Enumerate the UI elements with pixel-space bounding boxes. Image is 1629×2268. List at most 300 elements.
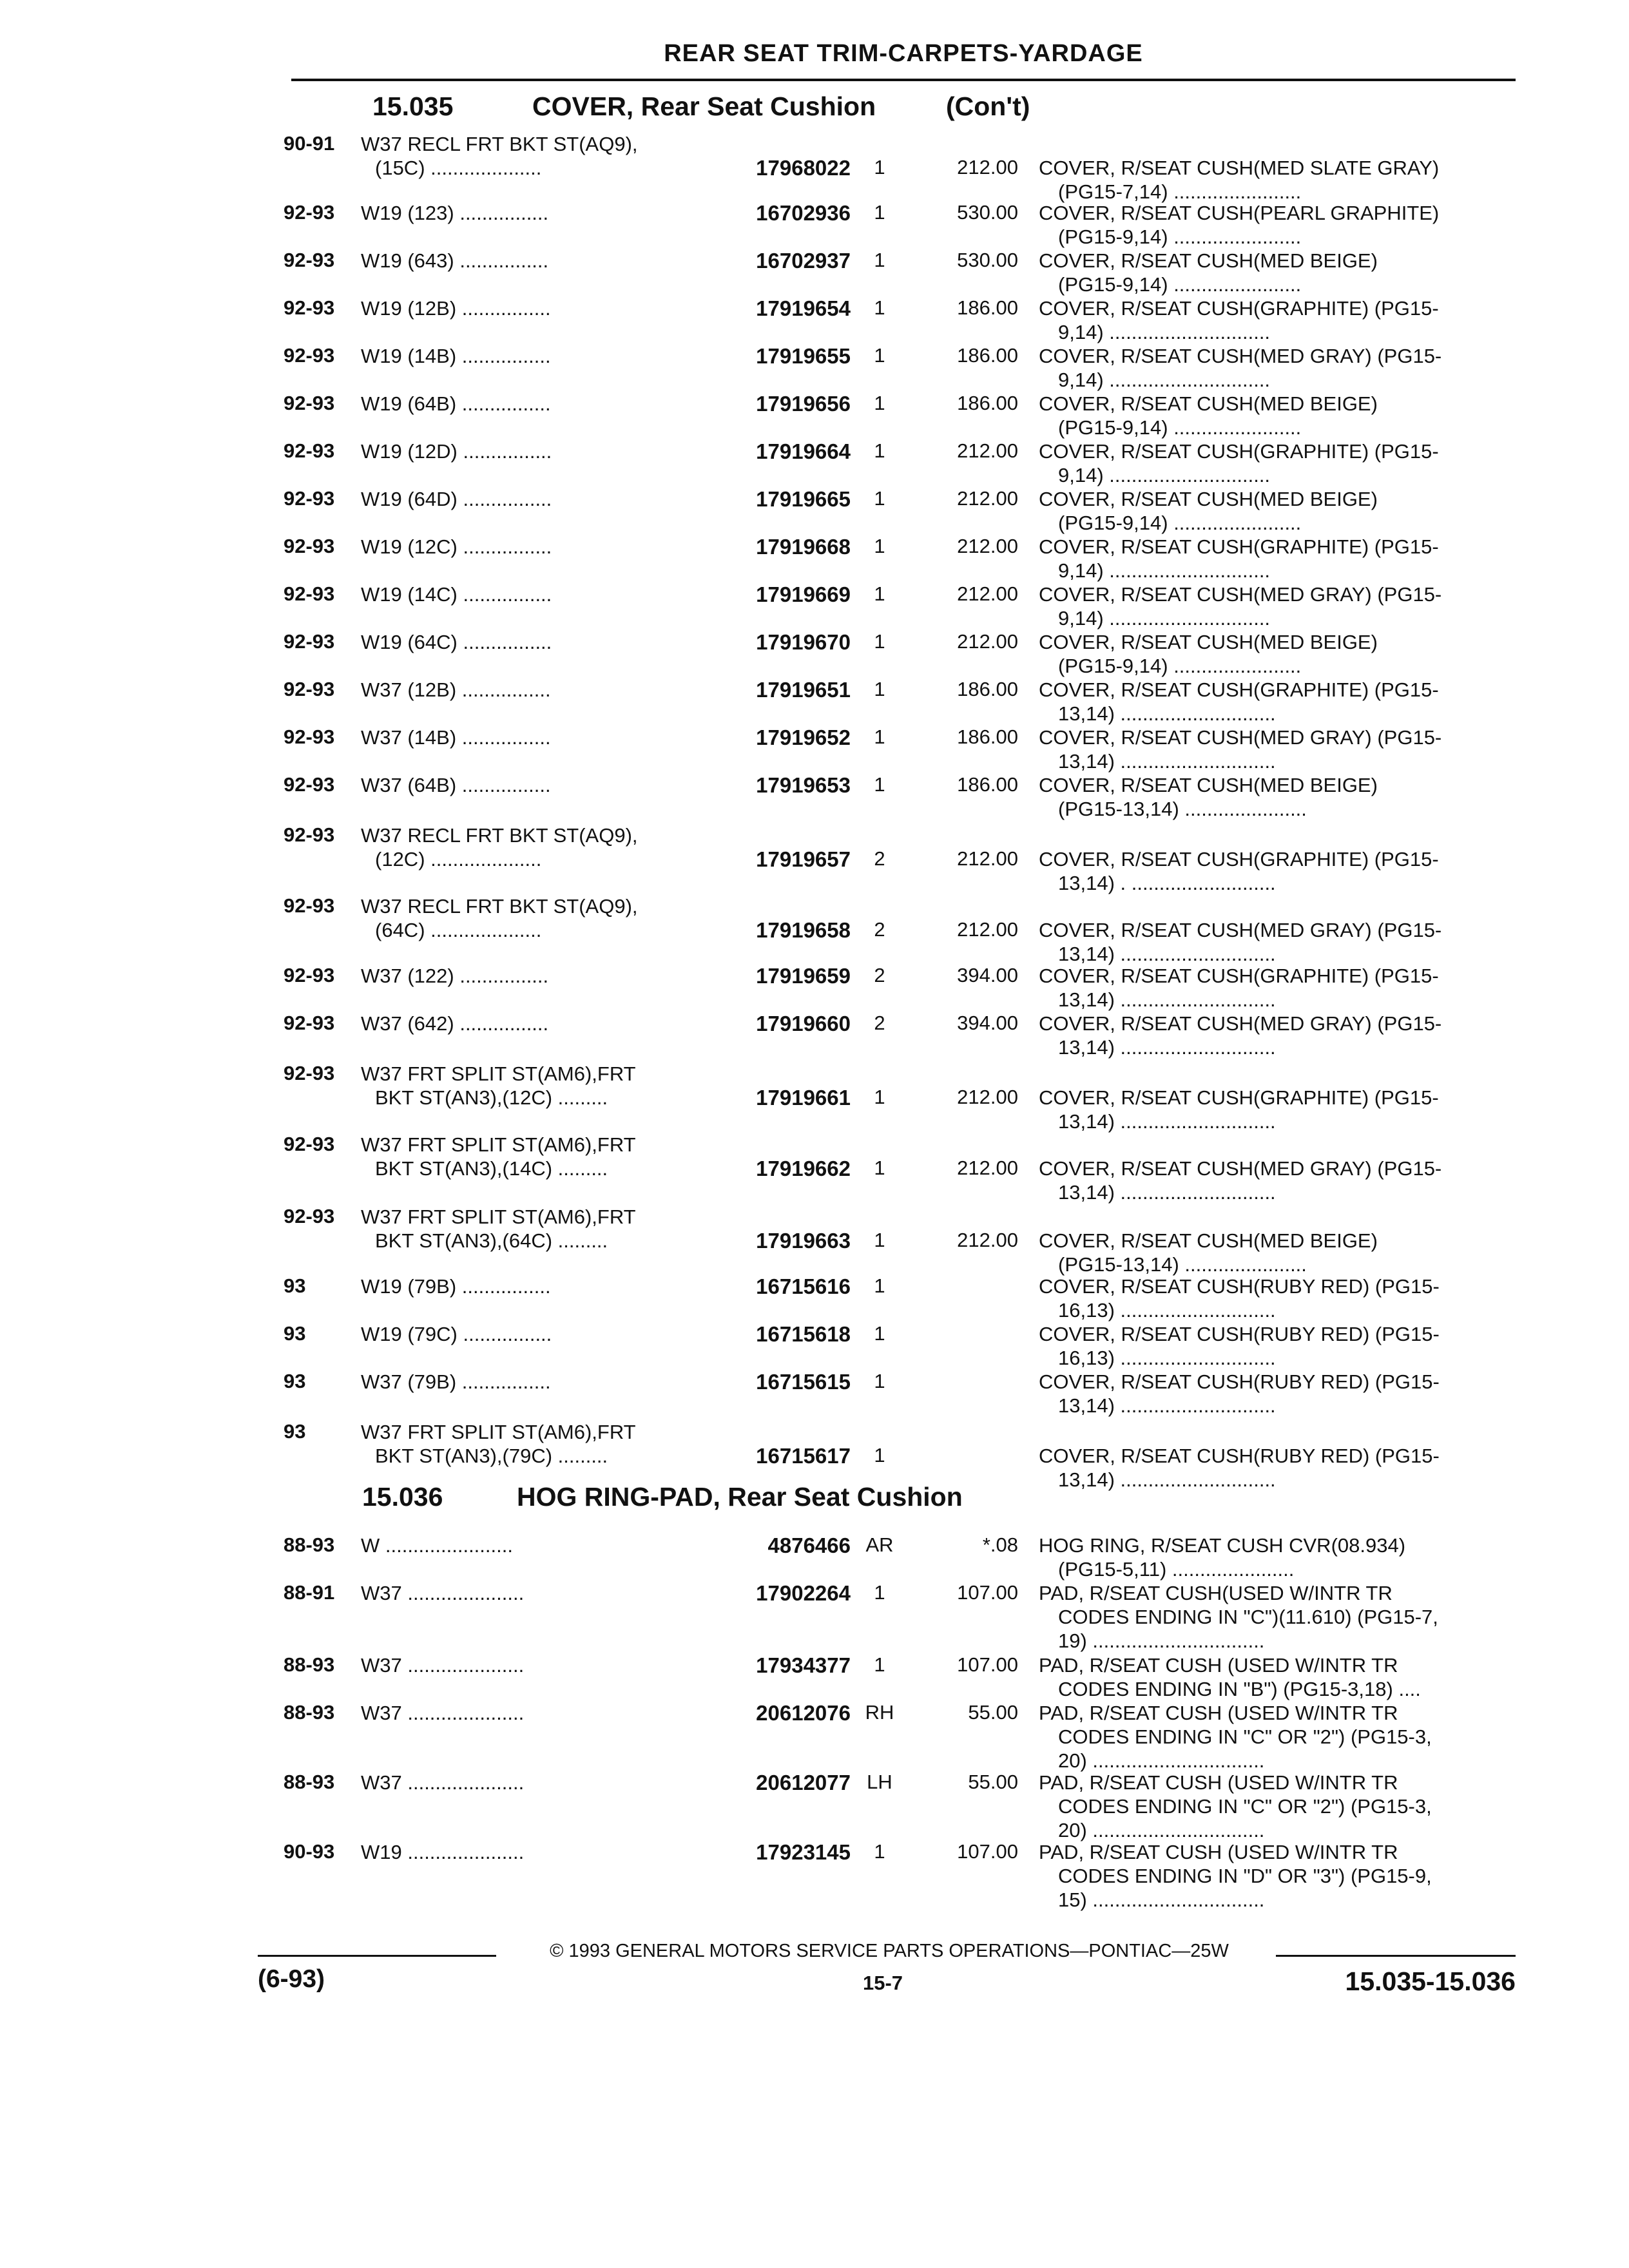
- part-number: 17919668: [756, 535, 851, 559]
- part-name-line-1: COVER, R/SEAT CUSH(RUBY RED) (PG15-: [1039, 1275, 1440, 1298]
- part-name: [1039, 1581, 1516, 1653]
- part-name-line-2: (PG15-9,14) .......................: [1058, 273, 1302, 296]
- price: 55.00: [968, 1701, 1018, 1724]
- description-line-1: W19 (14C) ................: [361, 583, 552, 606]
- section-number: 15.036: [362, 1482, 443, 1512]
- part-name-line-2: 9,14) .............................: [1058, 321, 1271, 343]
- part-number: 16702937: [756, 249, 851, 273]
- application-description: [361, 1322, 722, 1346]
- model-year: 92-93: [284, 1062, 335, 1084]
- model-year: 88-91: [284, 1581, 335, 1604]
- part-name-line-1: COVER, R/SEAT CUSH(PEARL GRAPHITE): [1039, 202, 1440, 224]
- part-name: [1039, 1322, 1516, 1370]
- section-heading-15-036: [362, 1482, 1071, 1518]
- model-year: 88-93: [284, 1701, 335, 1724]
- model-year: 92-93: [284, 487, 335, 510]
- part-name-line-1: COVER, R/SEAT CUSH(MED GRAY) (PG15-: [1039, 1157, 1442, 1180]
- part-name-line-1: COVER, R/SEAT CUSH(RUBY RED) (PG15-: [1039, 1323, 1440, 1345]
- section-title: HOG RING-PAD, Rear Seat Cushion: [517, 1482, 963, 1512]
- description-line-1: W37 FRT SPLIT ST(AM6),FRT: [361, 1133, 636, 1156]
- description-line-1: W37 (12B) ................: [361, 678, 551, 701]
- description-line-2: BKT ST(AN3),(64C) .........: [375, 1229, 608, 1252]
- part-number: 17919658: [756, 918, 851, 942]
- quantity: 1: [874, 439, 885, 462]
- description-line-2: BKT ST(AN3),(12C) .........: [375, 1086, 608, 1109]
- part-name-line-2: (PG15-7,14) .......................: [1058, 180, 1302, 203]
- description-line-1: W37 .....................: [361, 1702, 525, 1724]
- description-line-1: W19 .....................: [361, 1841, 525, 1863]
- price: 186.00: [957, 726, 1018, 748]
- part-name-line-1: COVER, R/SEAT CUSH(MED GRAY) (PG15-: [1039, 345, 1442, 367]
- model-year: 90-91: [284, 132, 335, 155]
- part-name: [1039, 201, 1516, 249]
- part-name-line-2: 16,13) ............................: [1058, 1347, 1276, 1369]
- part-name-line-1: COVER, R/SEAT CUSH(MED GRAY) (PG15-: [1039, 919, 1442, 941]
- model-year: 92-93: [284, 1205, 335, 1227]
- part-number: 17919663: [756, 1229, 851, 1253]
- quantity: 1: [874, 773, 885, 796]
- quantity: 1: [874, 249, 885, 271]
- part-name-line-1: COVER, R/SEAT CUSH(MED BEIGE): [1039, 488, 1378, 510]
- footer-section-range: 15.035-15.036: [1345, 1966, 1516, 1996]
- model-year: 92-93: [284, 894, 335, 917]
- application-description: [361, 773, 722, 797]
- part-name: [1039, 1653, 1516, 1701]
- part-name: [1039, 964, 1516, 1012]
- part-name-line-2: 13,14) ............................: [1058, 1394, 1276, 1417]
- application-description: [361, 1420, 722, 1468]
- description-line-1: W19 (12D) ................: [361, 440, 552, 463]
- part-number: 17919653: [756, 773, 851, 797]
- description-line-1: W19 (12B) ................: [361, 297, 551, 320]
- part-name-line-2: (PG15-13,14) ......................: [1058, 1253, 1307, 1276]
- quantity: 1: [874, 1444, 885, 1466]
- part-name: [1039, 726, 1516, 773]
- model-year: 92-93: [284, 678, 335, 700]
- part-number: 17919664: [756, 439, 851, 463]
- part-name-line-2: 13,14) ............................: [1058, 988, 1276, 1011]
- application-description: [361, 439, 722, 463]
- price: 212.00: [957, 1229, 1018, 1251]
- quantity: 1: [874, 392, 885, 414]
- part-name-line-1: PAD, R/SEAT CUSH (USED W/INTR TR: [1039, 1771, 1398, 1794]
- part-name: [1039, 392, 1516, 439]
- description-line-1: W19 (14B) ................: [361, 345, 551, 367]
- part-name-line-2: 16,13) ............................: [1058, 1299, 1276, 1321]
- quantity: 1: [874, 1322, 885, 1345]
- part-name-line-2: 13,14) ............................: [1058, 1468, 1276, 1491]
- part-name-line-2: 9,14) .............................: [1058, 607, 1271, 629]
- part-name-line-2: (PG15-5,11) ......................: [1058, 1558, 1295, 1581]
- description-line-1: W37 FRT SPLIT ST(AM6),FRT: [361, 1421, 636, 1443]
- part-name-line-1: COVER, R/SEAT CUSH(GRAPHITE) (PG15-: [1039, 535, 1439, 558]
- application-description: [361, 1274, 722, 1298]
- model-year: 92-93: [284, 392, 335, 414]
- part-name: [1039, 1012, 1516, 1059]
- part-name-line-3: 20) ...............................: [1058, 1819, 1265, 1841]
- application-description: [361, 1133, 722, 1180]
- application-description: [361, 132, 722, 180]
- application-description: [361, 392, 722, 416]
- description-line-1: W37 FRT SPLIT ST(AM6),FRT: [361, 1062, 636, 1085]
- quantity: 1: [874, 630, 885, 653]
- description-line-1: W37 FRT SPLIT ST(AM6),FRT: [361, 1206, 636, 1228]
- part-name-line-3: 15) ...............................: [1058, 1888, 1265, 1911]
- part-name-line-2: 13,14) ............................: [1058, 750, 1276, 773]
- description-line-1: W19 (64C) ................: [361, 631, 552, 653]
- description-line-2: (12C) ....................: [375, 848, 542, 870]
- price: 212.00: [957, 439, 1018, 462]
- part-number: 17919651: [756, 678, 851, 702]
- part-number: 17919661: [756, 1086, 851, 1110]
- model-year: 92-93: [284, 535, 335, 557]
- part-name-line-3: 19) ...............................: [1058, 1629, 1265, 1652]
- section-number: 15.035: [372, 91, 454, 121]
- part-name: [1039, 773, 1516, 821]
- price: 107.00: [957, 1653, 1018, 1676]
- price: 212.00: [957, 1157, 1018, 1179]
- header-rule: [291, 79, 1516, 81]
- part-name-line-1: HOG RING, R/SEAT CUSH CVR(08.934): [1039, 1534, 1406, 1557]
- application-description: [361, 1701, 722, 1725]
- description-line-2: BKT ST(AN3),(79C) .........: [375, 1445, 608, 1467]
- part-number: 17919652: [756, 726, 851, 749]
- price: 186.00: [957, 296, 1018, 319]
- description-line-1: W19 (79C) ................: [361, 1323, 552, 1345]
- description-line-1: W37 .....................: [361, 1771, 525, 1794]
- part-name-line-1: COVER, R/SEAT CUSH(GRAPHITE) (PG15-: [1039, 678, 1439, 701]
- application-description: [361, 823, 722, 871]
- part-number: 16715615: [756, 1370, 851, 1394]
- price: 212.00: [957, 582, 1018, 605]
- part-name-line-2: 13,14) ............................: [1058, 702, 1276, 725]
- part-number: 16702936: [756, 201, 851, 225]
- application-description: [361, 1533, 722, 1557]
- description-line-2: (15C) ....................: [375, 157, 542, 179]
- model-year: 92-93: [284, 726, 335, 748]
- quantity: 2: [874, 918, 885, 941]
- application-description: [361, 678, 722, 702]
- part-name-line-2: 13,14) ............................: [1058, 1110, 1276, 1133]
- page-title: REAR SEAT TRIM-CARPETS-YARDAGE: [664, 40, 1143, 67]
- part-number: 17919665: [756, 487, 851, 511]
- quantity: 1: [874, 201, 885, 224]
- model-year: 92-93: [284, 439, 335, 462]
- part-name-line-1: PAD, R/SEAT CUSH (USED W/INTR TR: [1039, 1654, 1398, 1677]
- price: 186.00: [957, 344, 1018, 367]
- description-line-1: W37 RECL FRT BKT ST(AQ9),: [361, 824, 638, 847]
- quantity: 1: [874, 1274, 885, 1297]
- application-description: [361, 296, 722, 320]
- part-name-line-2: CODES ENDING IN "D" OR "3") (PG15-9,: [1058, 1865, 1432, 1887]
- quantity: 1: [874, 1840, 885, 1863]
- section-title: COVER, Rear Seat Cushion: [532, 91, 876, 121]
- model-year: 92-93: [284, 249, 335, 271]
- price: 107.00: [957, 1840, 1018, 1863]
- model-year: 90-93: [284, 1840, 335, 1863]
- model-year: 92-93: [284, 1133, 335, 1155]
- application-description: [361, 1653, 722, 1677]
- quantity: 2: [874, 1012, 885, 1034]
- application-description: [361, 535, 722, 559]
- part-name-line-2: (PG15-13,14) ......................: [1058, 798, 1307, 820]
- description-line-1: W37 (14B) ................: [361, 726, 551, 749]
- part-name-line-1: COVER, R/SEAT CUSH(RUBY RED) (PG15-: [1039, 1370, 1440, 1393]
- quantity: 1: [874, 582, 885, 605]
- application-description: [361, 582, 722, 606]
- part-number: 4876466: [767, 1533, 851, 1557]
- quantity: 1: [874, 678, 885, 700]
- description-line-1: W37 (122) ................: [361, 965, 549, 987]
- application-description: [361, 249, 722, 273]
- model-year: 92-93: [284, 296, 335, 319]
- part-name-line-1: COVER, R/SEAT CUSH(MED BEIGE): [1039, 1229, 1378, 1252]
- description-line-1: W37 .....................: [361, 1582, 525, 1604]
- quantity: 1: [874, 1653, 885, 1676]
- part-number: 17919670: [756, 630, 851, 654]
- application-description: [361, 201, 722, 225]
- part-name-line-2: 13,14) . ..........................: [1058, 872, 1276, 894]
- part-number: 17902264: [756, 1581, 851, 1605]
- quantity: 1: [874, 1581, 885, 1604]
- price: 212.00: [957, 156, 1018, 178]
- part-number: 17919654: [756, 296, 851, 320]
- price: *.08: [982, 1533, 1018, 1556]
- description-line-1: W19 (79B) ................: [361, 1275, 551, 1298]
- application-description: [361, 894, 722, 942]
- part-name: [1039, 1274, 1516, 1322]
- price: 394.00: [957, 1012, 1018, 1034]
- quantity: 1: [874, 344, 885, 367]
- part-number: 20612077: [756, 1771, 851, 1794]
- model-year: 93: [284, 1274, 306, 1297]
- part-name-line-1: PAD, R/SEAT CUSH(USED W/INTR TR: [1039, 1582, 1393, 1604]
- price: 530.00: [957, 249, 1018, 271]
- part-name-line-2: CODES ENDING IN "C")(11.610) (PG15-7,: [1058, 1606, 1438, 1628]
- quantity: 1: [874, 1229, 885, 1251]
- part-name-line-1: PAD, R/SEAT CUSH (USED W/INTR TR: [1039, 1702, 1398, 1724]
- application-description: [361, 1205, 722, 1253]
- quantity: 1: [874, 1370, 885, 1392]
- model-year: 92-93: [284, 344, 335, 367]
- part-number: 16715618: [756, 1322, 851, 1346]
- model-year: 93: [284, 1322, 306, 1345]
- model-year: 92-93: [284, 201, 335, 224]
- description-line-1: W19 (12C) ................: [361, 535, 552, 558]
- part-name-line-2: CODES ENDING IN "C" OR "2") (PG15-3,: [1058, 1795, 1432, 1818]
- part-name-line-1: COVER, R/SEAT CUSH(RUBY RED) (PG15-: [1039, 1445, 1440, 1467]
- part-name: [1039, 1229, 1516, 1276]
- quantity: 1: [874, 1157, 885, 1179]
- part-name: [1039, 296, 1516, 344]
- footer-date: (6-93): [258, 1965, 325, 1993]
- footer-rule-right: [1276, 1955, 1516, 1957]
- description-line-1: W37 RECL FRT BKT ST(AQ9),: [361, 133, 638, 155]
- part-number: 17919655: [756, 344, 851, 368]
- part-name-line-1: COVER, R/SEAT CUSH(MED BEIGE): [1039, 631, 1378, 653]
- quantity: LH: [867, 1771, 892, 1793]
- part-name: [1039, 1370, 1516, 1418]
- part-name: [1039, 487, 1516, 535]
- part-name: [1039, 1840, 1516, 1912]
- price: 212.00: [957, 918, 1018, 941]
- part-number: 17919659: [756, 964, 851, 988]
- part-number: 17919656: [756, 392, 851, 416]
- price: 212.00: [957, 630, 1018, 653]
- part-name: [1039, 439, 1516, 487]
- part-name-line-1: COVER, R/SEAT CUSH(GRAPHITE) (PG15-: [1039, 1086, 1439, 1109]
- footer-page-number: 15-7: [862, 1972, 903, 1994]
- part-name-line-1: COVER, R/SEAT CUSH(MED BEIGE): [1039, 249, 1378, 272]
- description-line-2: BKT ST(AN3),(14C) .........: [375, 1157, 608, 1180]
- description-line-1: W37 (64B) ................: [361, 774, 551, 796]
- description-line-1: W .......................: [361, 1534, 513, 1557]
- application-description: [361, 344, 722, 368]
- description-line-1: W19 (123) ................: [361, 202, 549, 224]
- part-name: [1039, 249, 1516, 296]
- part-name: [1039, 1771, 1516, 1842]
- part-name-line-2: 13,14) ............................: [1058, 943, 1276, 965]
- part-name: [1039, 1444, 1516, 1492]
- part-number: 17919669: [756, 582, 851, 606]
- application-description: [361, 1840, 722, 1864]
- part-name: [1039, 344, 1516, 392]
- description-line-1: W37 (642) ................: [361, 1012, 549, 1035]
- application-description: [361, 1581, 722, 1605]
- application-description: [361, 630, 722, 654]
- part-name-line-2: CODES ENDING IN "C" OR "2") (PG15-3,: [1058, 1725, 1432, 1748]
- part-number: 16715617: [756, 1444, 851, 1468]
- part-name-line-2: 13,14) ............................: [1058, 1181, 1276, 1204]
- part-name-line-2: 9,14) .............................: [1058, 369, 1271, 391]
- price: 394.00: [957, 964, 1018, 986]
- part-name: [1039, 535, 1516, 582]
- part-name: [1039, 156, 1516, 204]
- model-year: 92-93: [284, 773, 335, 796]
- part-name: [1039, 1157, 1516, 1204]
- part-name: [1039, 582, 1516, 630]
- quantity: 2: [874, 847, 885, 870]
- quantity: 1: [874, 487, 885, 510]
- part-name-line-1: COVER, R/SEAT CUSH(MED BEIGE): [1039, 774, 1378, 796]
- quantity: 2: [874, 964, 885, 986]
- price: 212.00: [957, 535, 1018, 557]
- part-number: 17919657: [756, 847, 851, 871]
- part-number: 20612076: [756, 1701, 851, 1725]
- part-name-line-2: (PG15-9,14) .......................: [1058, 655, 1302, 677]
- price: 530.00: [957, 201, 1018, 224]
- price: 212.00: [957, 847, 1018, 870]
- application-description: [361, 1771, 722, 1794]
- part-name: [1039, 1701, 1516, 1773]
- description-line-1: W37 (79B) ................: [361, 1370, 551, 1393]
- model-year: 92-93: [284, 964, 335, 986]
- part-name-line-2: 9,14) .............................: [1058, 464, 1271, 486]
- part-name-line-1: COVER, R/SEAT CUSH(MED SLATE GRAY): [1039, 157, 1440, 179]
- quantity: RH: [865, 1701, 894, 1724]
- part-name-line-1: COVER, R/SEAT CUSH(MED GRAY) (PG15-: [1039, 583, 1442, 606]
- price: 186.00: [957, 773, 1018, 796]
- part-name-line-1: COVER, R/SEAT CUSH(GRAPHITE) (PG15-: [1039, 440, 1439, 463]
- model-year: 92-93: [284, 582, 335, 605]
- application-description: [361, 726, 722, 749]
- price: 107.00: [957, 1581, 1018, 1604]
- quantity: AR: [865, 1533, 894, 1556]
- part-number: 17968022: [756, 156, 851, 180]
- price: 212.00: [957, 487, 1018, 510]
- model-year: 88-93: [284, 1653, 335, 1676]
- part-number: 17934377: [756, 1653, 851, 1677]
- section-continued: (Con't): [946, 91, 1030, 121]
- quantity: 1: [874, 1086, 885, 1108]
- description-line-1: W19 (64B) ................: [361, 392, 551, 415]
- part-name: [1039, 630, 1516, 678]
- description-line-1: W37 RECL FRT BKT ST(AQ9),: [361, 895, 638, 918]
- description-line-1: W37 .....................: [361, 1654, 525, 1677]
- section-heading-15-035: [372, 91, 1081, 128]
- part-name-line-2: 9,14) .............................: [1058, 559, 1271, 582]
- part-name-line-1: PAD, R/SEAT CUSH (USED W/INTR TR: [1039, 1841, 1398, 1863]
- model-year: 88-93: [284, 1533, 335, 1556]
- part-name-line-2: (PG15-9,14) .......................: [1058, 226, 1302, 248]
- model-year: 92-93: [284, 823, 335, 846]
- part-name-line-3: 20) ...............................: [1058, 1749, 1265, 1772]
- quantity: 1: [874, 535, 885, 557]
- model-year: 93: [284, 1370, 306, 1392]
- quantity: 1: [874, 726, 885, 748]
- part-name: [1039, 847, 1516, 895]
- part-name: [1039, 918, 1516, 966]
- model-year: 93: [284, 1420, 306, 1443]
- part-name-line-1: COVER, R/SEAT CUSH(GRAPHITE) (PG15-: [1039, 965, 1439, 987]
- model-year: 88-93: [284, 1771, 335, 1793]
- part-name: [1039, 678, 1516, 726]
- part-number: 17919662: [756, 1157, 851, 1180]
- price: 186.00: [957, 392, 1018, 414]
- footer-copyright: © 1993 GENERAL MOTORS SERVICE PARTS OPERATIONS—PONTIAC—25W: [550, 1941, 1229, 1961]
- part-name: [1039, 1086, 1516, 1133]
- part-name-line-1: COVER, R/SEAT CUSH(GRAPHITE) (PG15-: [1039, 297, 1439, 320]
- footer-rule-left: [258, 1955, 496, 1957]
- price: 186.00: [957, 678, 1018, 700]
- description-line-1: W19 (64D) ................: [361, 488, 552, 510]
- application-description: [361, 1012, 722, 1035]
- part-number: 16715616: [756, 1274, 851, 1298]
- model-year: 92-93: [284, 630, 335, 653]
- quantity: 1: [874, 156, 885, 178]
- description-line-2: (64C) ....................: [375, 919, 542, 941]
- price: 55.00: [968, 1771, 1018, 1793]
- description-line-1: W19 (643) ................: [361, 249, 549, 272]
- application-description: [361, 487, 722, 511]
- application-description: [361, 964, 722, 988]
- part-name-line-2: (PG15-9,14) .......................: [1058, 416, 1302, 439]
- application-description: [361, 1370, 722, 1394]
- model-year: 92-93: [284, 1012, 335, 1034]
- part-number: 17919660: [756, 1012, 851, 1035]
- part-name-line-1: COVER, R/SEAT CUSH(MED BEIGE): [1039, 392, 1378, 415]
- part-name-line-1: COVER, R/SEAT CUSH(GRAPHITE) (PG15-: [1039, 848, 1439, 870]
- part-name-line-1: COVER, R/SEAT CUSH(MED GRAY) (PG15-: [1039, 726, 1442, 749]
- part-number: 17923145: [756, 1840, 851, 1864]
- part-name: [1039, 1533, 1516, 1581]
- application-description: [361, 1062, 722, 1110]
- price: 212.00: [957, 1086, 1018, 1108]
- part-name-line-2: CODES ENDING IN "B") (PG15-3,18) ....: [1058, 1678, 1421, 1700]
- part-name-line-2: 13,14) ............................: [1058, 1036, 1276, 1059]
- quantity: 1: [874, 296, 885, 319]
- part-name-line-1: COVER, R/SEAT CUSH(MED GRAY) (PG15-: [1039, 1012, 1442, 1035]
